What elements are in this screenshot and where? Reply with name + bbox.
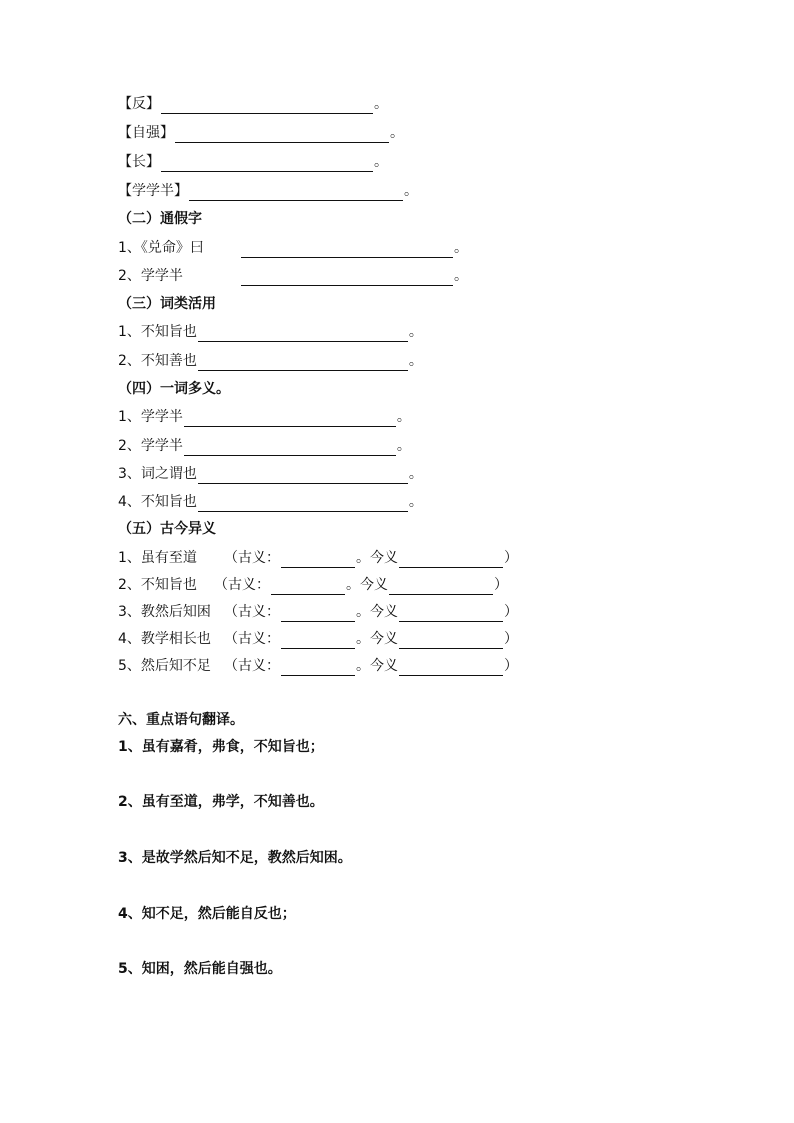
question-line <box>118 322 423 342</box>
line-end: 。 <box>408 494 423 510</box>
question-line <box>118 548 518 568</box>
line-end: 。 <box>408 324 423 340</box>
ancient-label: （古义： <box>224 550 280 566</box>
modern-label: 。今义 <box>356 550 398 566</box>
question-line <box>118 575 508 595</box>
line-end: 。 <box>396 409 411 425</box>
question-line <box>118 238 468 258</box>
line-end: 。 <box>396 438 411 454</box>
section-heading-translation: 六、重点语句翻译。 <box>118 712 244 728</box>
section-heading-tongjiazi: （二）通假字 <box>118 211 202 227</box>
question-text: 2、学学半 <box>118 438 183 454</box>
line-end: 。 <box>374 154 388 170</box>
line-end: 。 <box>374 96 388 112</box>
question-text: 4、不知旨也 <box>118 494 197 510</box>
answer-blank[interactable] <box>161 157 373 172</box>
answer-blank[interactable] <box>198 469 408 484</box>
vocab-label: 【自强】 <box>118 125 174 141</box>
question-text: 2、学学半 <box>118 268 183 284</box>
ancient-label: （古义： <box>224 631 280 647</box>
question-line <box>118 436 411 456</box>
vocab-line <box>118 123 404 143</box>
vocab-line <box>118 94 388 114</box>
line-end: 。 <box>404 183 418 199</box>
translation-sentence: 2、虽有至道，弗学，不知善也。 <box>118 794 324 810</box>
answer-blank[interactable] <box>198 327 408 342</box>
question-line <box>118 492 423 512</box>
line-end: 。 <box>408 466 423 482</box>
modern-label: 。今义 <box>356 631 398 647</box>
question-line <box>118 602 518 622</box>
question-line <box>118 656 518 676</box>
answer-blank[interactable] <box>241 243 453 258</box>
question-line <box>118 351 423 371</box>
answer-blank[interactable] <box>184 441 396 456</box>
answer-blank[interactable] <box>175 128 389 143</box>
section-heading-polysemy: （四）一词多义。 <box>118 381 230 397</box>
question-text: 2、不知善也 <box>118 353 197 369</box>
ancient-meaning-blank[interactable] <box>281 553 355 568</box>
question-line <box>118 464 423 484</box>
close-paren: ） <box>504 550 518 566</box>
section-heading-word-class: （三）词类活用 <box>118 296 216 312</box>
answer-blank[interactable] <box>198 356 408 371</box>
ancient-meaning-blank[interactable] <box>281 661 355 676</box>
question-text: 1、虽有至道 <box>118 550 197 566</box>
close-paren: ） <box>504 631 518 647</box>
modern-meaning-blank[interactable] <box>399 634 503 649</box>
modern-label: 。今义 <box>346 577 388 593</box>
question-line <box>118 266 468 286</box>
line-end: 。 <box>454 240 468 256</box>
modern-label: 。今义 <box>356 604 398 620</box>
translation-sentence: 5、知困，然后能自强也。 <box>118 961 282 977</box>
answer-blank[interactable] <box>184 412 396 427</box>
question-text: 2、不知旨也 <box>118 577 197 593</box>
question-text: 3、教然后知困 <box>118 604 211 620</box>
modern-meaning-blank[interactable] <box>399 607 503 622</box>
translation-sentence: 1、虽有嘉肴，弗食，不知旨也； <box>118 739 324 755</box>
question-line <box>118 407 411 427</box>
translation-sentence: 4、知不足，然后能自反也； <box>118 906 296 922</box>
vocab-line <box>118 152 388 172</box>
translation-sentence: 3、是故学然后知不足，教然后知困。 <box>118 850 352 866</box>
vocab-label: 【反】 <box>118 96 160 112</box>
modern-label: 。今义 <box>356 658 398 674</box>
vocab-line <box>118 181 418 201</box>
line-end: 。 <box>408 353 423 369</box>
ancient-label: （古义： <box>224 658 280 674</box>
question-text: 1、《兑命》曰 <box>118 240 204 256</box>
close-paren: ） <box>494 577 508 593</box>
line-end: 。 <box>390 125 404 141</box>
ancient-label: （古义： <box>224 604 280 620</box>
line-end: 。 <box>454 268 468 284</box>
modern-meaning-blank[interactable] <box>399 553 503 568</box>
ancient-meaning-blank[interactable] <box>271 580 345 595</box>
answer-blank[interactable] <box>198 497 408 512</box>
section-heading-ancient-modern: （五）古今异义 <box>118 521 216 537</box>
answer-blank[interactable] <box>161 99 373 114</box>
modern-meaning-blank[interactable] <box>389 580 493 595</box>
question-text: 1、学学半 <box>118 409 183 425</box>
question-text: 4、教学相长也 <box>118 631 211 647</box>
answer-blank[interactable] <box>241 271 453 286</box>
ancient-label: （古义： <box>214 577 270 593</box>
ancient-meaning-blank[interactable] <box>281 634 355 649</box>
question-text: 1、不知旨也 <box>118 324 197 340</box>
close-paren: ） <box>504 604 518 620</box>
vocab-label: 【学学半】 <box>118 183 188 199</box>
question-text: 5、然后知不足 <box>118 658 211 674</box>
close-paren: ） <box>504 658 518 674</box>
vocab-label: 【长】 <box>118 154 160 170</box>
question-line <box>118 629 518 649</box>
modern-meaning-blank[interactable] <box>399 661 503 676</box>
ancient-meaning-blank[interactable] <box>281 607 355 622</box>
answer-blank[interactable] <box>189 186 403 201</box>
question-text: 3、词之谓也 <box>118 466 197 482</box>
